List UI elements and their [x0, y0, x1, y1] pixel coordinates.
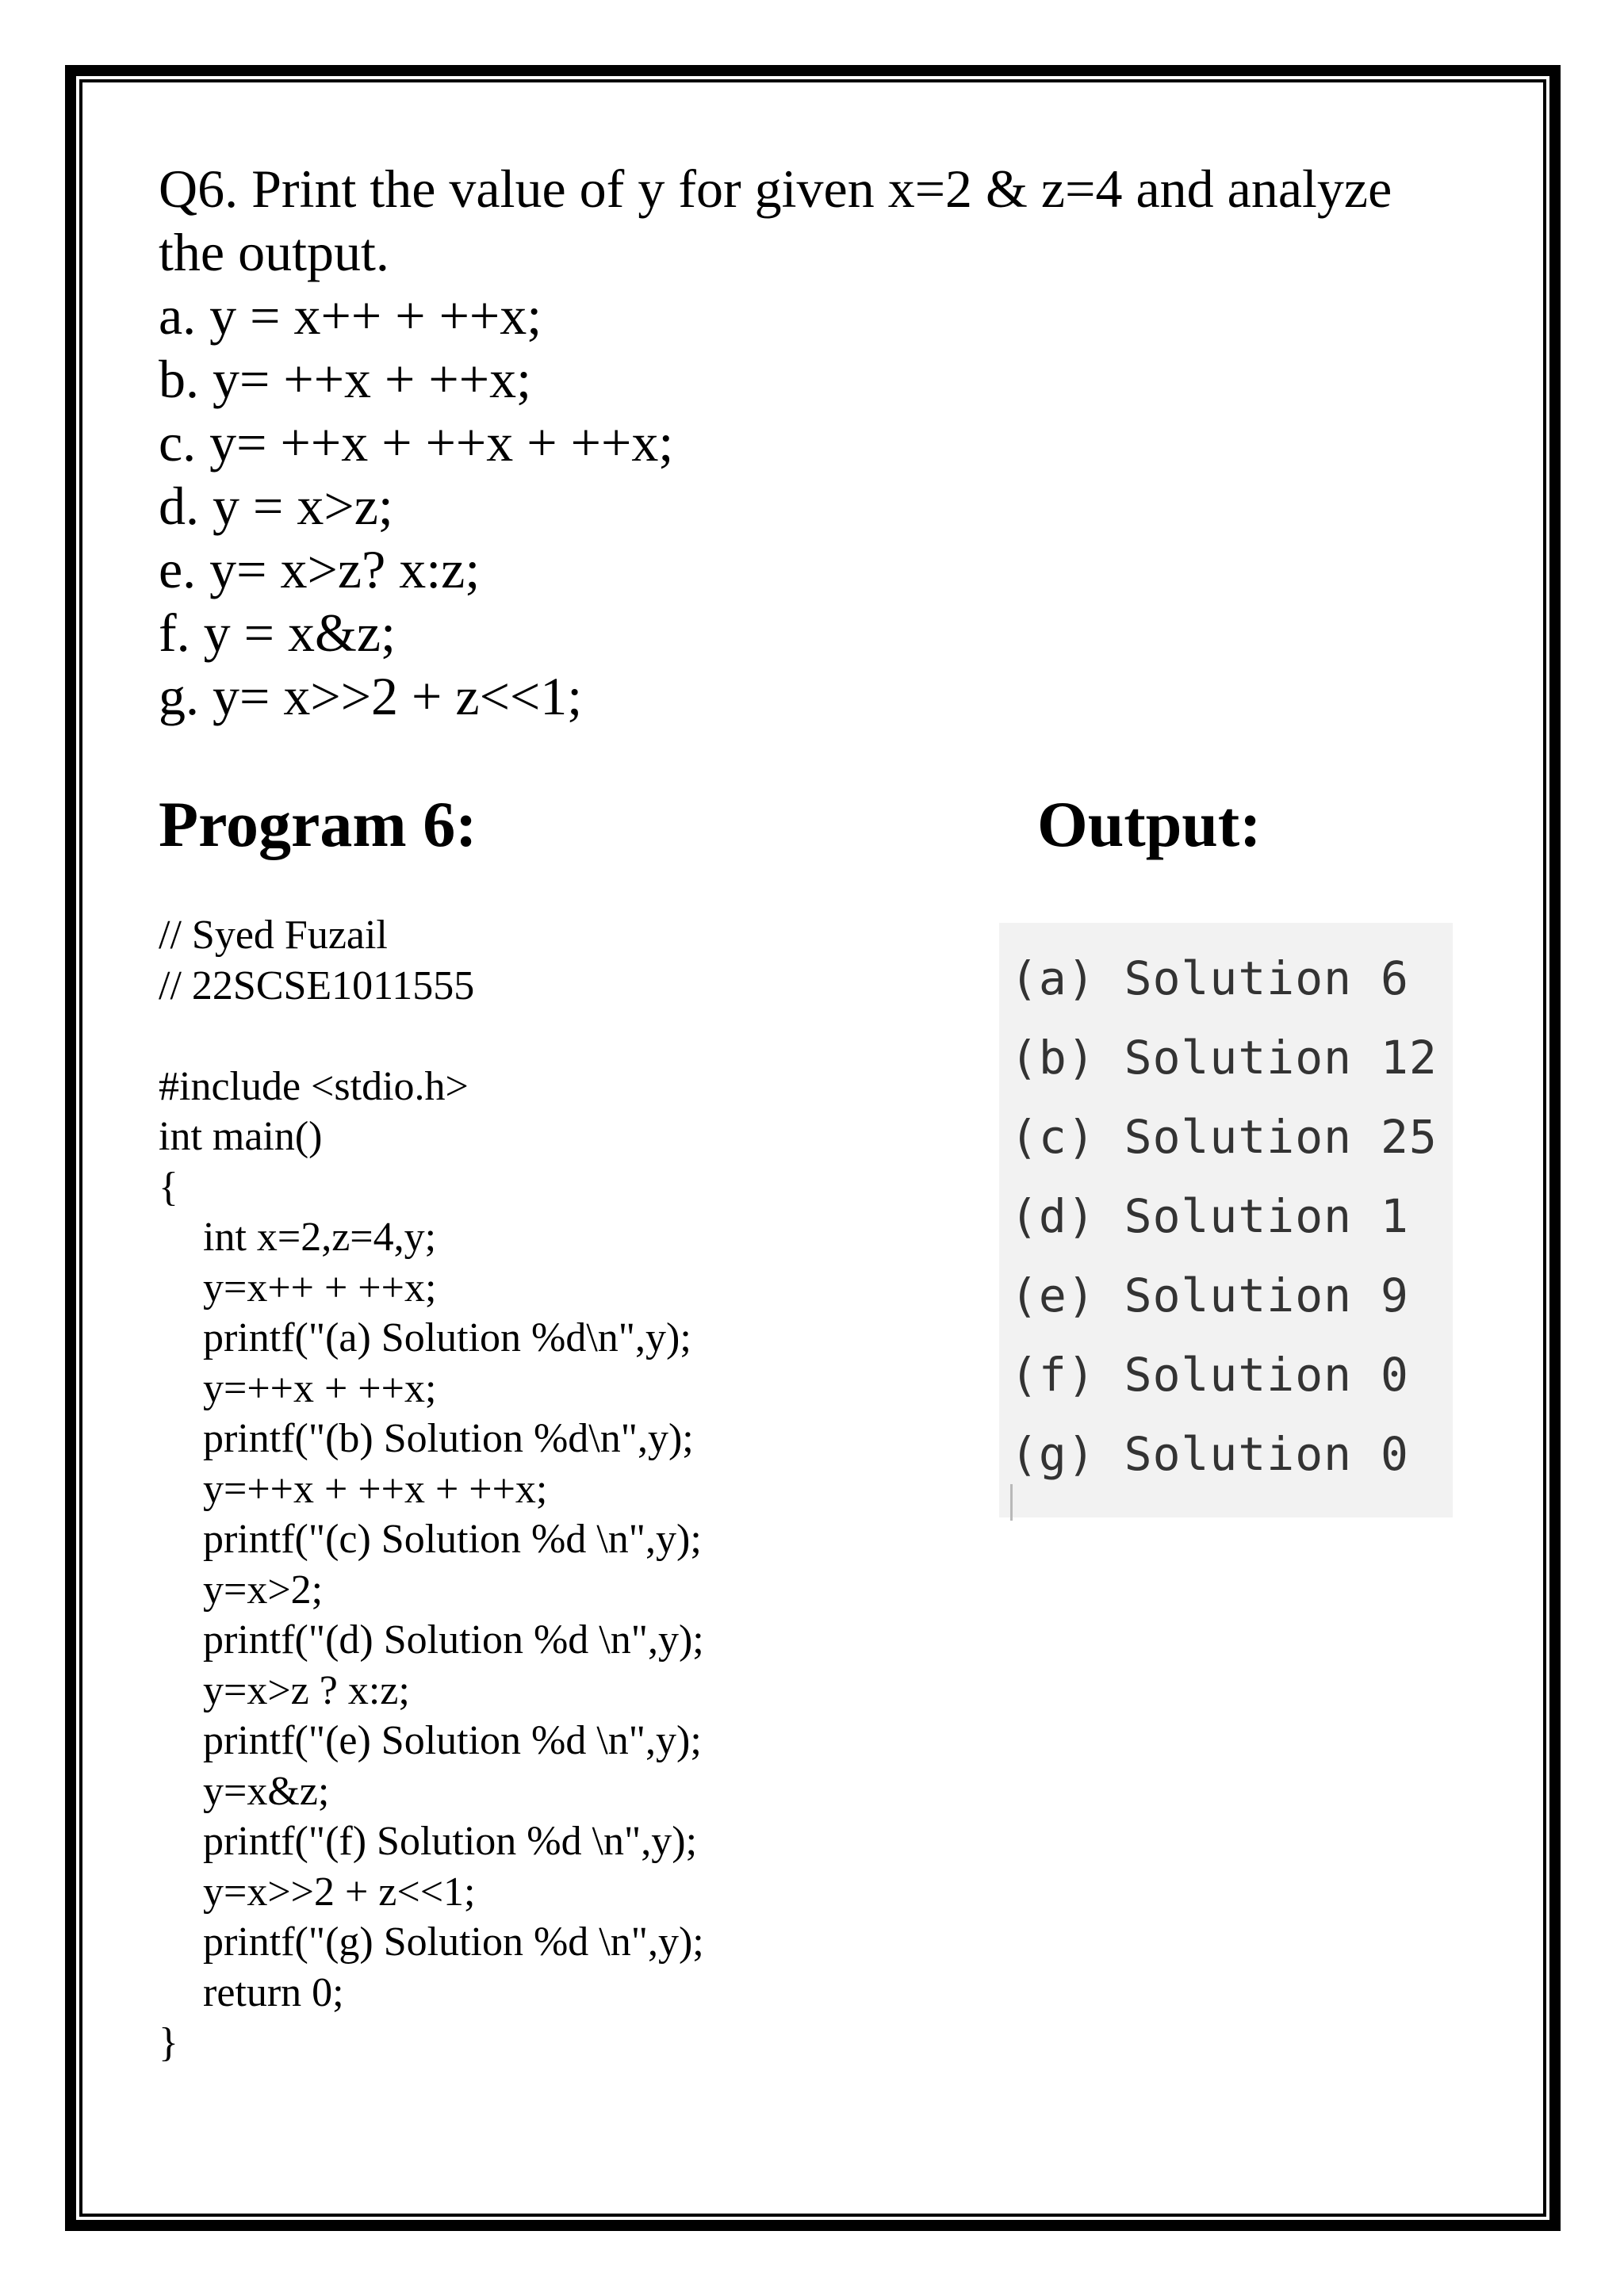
code-line: y=x>z ? x:z; — [203, 1667, 410, 1713]
code-line: // 22SCSE1011555 — [159, 962, 475, 1008]
question-title: Q6. Print the value of y for given x=2 & z=4 and analyze — [159, 159, 1392, 219]
code-line: } — [159, 2020, 178, 2065]
code-line: printf("(d) Solution %d \n",y); — [203, 1617, 704, 1663]
question-item-e: e. y= x>z? x:z; — [159, 539, 481, 599]
code-line: // Syed Fuzail — [159, 913, 388, 958]
code-line: int main() — [159, 1114, 323, 1159]
code-line: return 0; — [203, 1969, 344, 2015]
console-cursor — [1010, 1484, 1013, 1521]
code-line: y=x>>2 + z<<1; — [203, 1869, 476, 1915]
question-item-f: f. y = x&z; — [159, 603, 396, 663]
question-item-d: d. y = x>z; — [159, 476, 393, 536]
output-line-g: (g) Solution 0 — [1010, 1427, 1409, 1481]
question-item-c: c. y= ++x + ++x + ++x; — [159, 412, 674, 473]
code-line: y=x++ + ++x; — [203, 1265, 437, 1311]
output-line-a: (a) Solution 6 — [1010, 951, 1409, 1005]
code-line: printf("(c) Solution %d \n",y); — [203, 1517, 702, 1562]
code-line: printf("(e) Solution %d \n",y); — [203, 1718, 702, 1763]
program-code — [159, 910, 704, 2068]
code-line: int x=2,z=4,y; — [203, 1215, 437, 1260]
code-line: printf("(g) Solution %d \n",y); — [203, 1919, 704, 1965]
code-line: y=x>2; — [203, 1567, 324, 1613]
question-title-continued: the output. — [159, 222, 389, 282]
code-line: #include <stdio.h> — [159, 1063, 469, 1109]
code-line: y=++x + ++x; — [203, 1365, 437, 1411]
output-line-e: (e) Solution 9 — [1010, 1269, 1409, 1322]
output-line-d: (d) Solution 1 — [1010, 1189, 1409, 1243]
program-heading: Program 6: — [159, 788, 477, 860]
output-console — [999, 923, 1453, 1517]
code-line: printf("(a) Solution %d\n",y); — [203, 1315, 691, 1360]
code-line-blank — [159, 1011, 704, 1062]
question-item-b: b. y= ++x + ++x; — [159, 349, 531, 409]
code-line: printf("(f) Solution %d \n",y); — [203, 1819, 698, 1864]
code-line: { — [159, 1164, 178, 1210]
output-line-f: (f) Solution 0 — [1010, 1348, 1409, 1402]
question-block — [159, 157, 1459, 728]
question-item-a: a. y = x++ + ++x; — [159, 285, 542, 346]
output-line-c: (c) Solution 25 — [1010, 1110, 1438, 1164]
output-line-b: (b) Solution 12 — [1010, 1031, 1438, 1085]
code-line: y=x&z; — [203, 1768, 330, 1814]
code-line: y=++x + ++x + ++x; — [203, 1466, 548, 1512]
code-line: printf("(b) Solution %d\n",y); — [203, 1416, 694, 1461]
output-heading: Output: — [1037, 788, 1262, 860]
question-item-g: g. y= x>>2 + z<<1; — [159, 666, 583, 726]
